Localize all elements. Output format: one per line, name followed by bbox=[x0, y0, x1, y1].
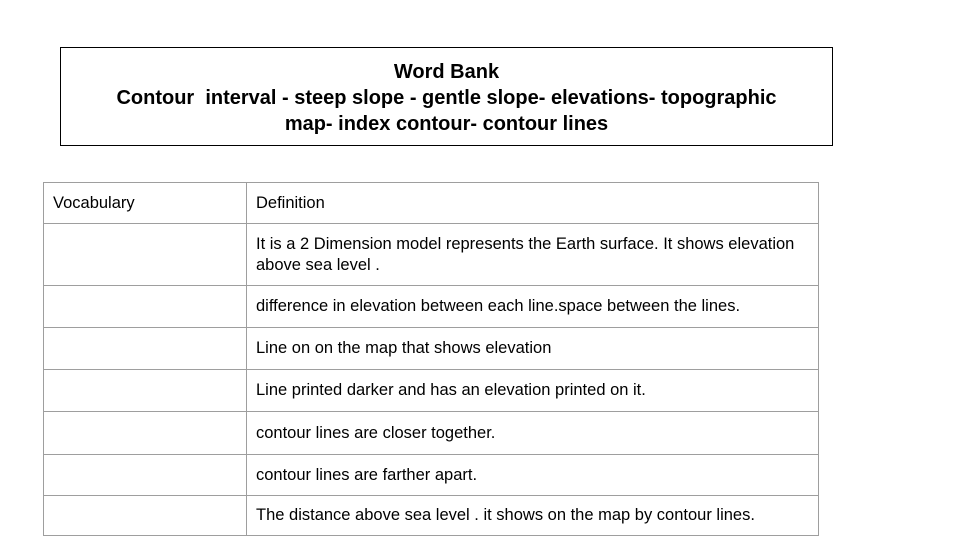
vocabulary-table bbox=[43, 182, 819, 536]
definition-cell: Line printed darker and has an elevation printed on it. bbox=[247, 370, 819, 412]
table-row bbox=[44, 370, 819, 412]
definition-cell: It is a 2 Dimension model represents the Earth surface. It shows elevation above sea level . bbox=[247, 224, 819, 286]
definition-cell: contour lines are closer together. bbox=[247, 412, 819, 455]
table-row bbox=[44, 286, 819, 328]
vocabulary-cell[interactable] bbox=[44, 328, 247, 370]
word-bank-box bbox=[60, 47, 833, 146]
word-bank-line-2: map- index contour- contour lines bbox=[284, 113, 609, 135]
definition-cell: difference in elevation between each line.space between the lines. bbox=[247, 286, 819, 328]
word-bank-title: Word Bank bbox=[393, 61, 500, 83]
vocabulary-cell[interactable] bbox=[44, 455, 247, 496]
header-vocabulary: Vocabulary bbox=[44, 183, 247, 224]
vocabulary-cell[interactable] bbox=[44, 224, 247, 286]
header-definition: Definition bbox=[247, 183, 819, 224]
table-row bbox=[44, 224, 819, 286]
vocabulary-cell[interactable] bbox=[44, 370, 247, 412]
table-row bbox=[44, 412, 819, 455]
table-header-row bbox=[44, 183, 819, 224]
definition-cell: contour lines are farther apart. bbox=[247, 455, 819, 496]
table-row bbox=[44, 455, 819, 496]
word-bank-line-1: Contour interval - steep slope - gentle slope- elevations- topographic bbox=[116, 87, 777, 109]
definition-cell: The distance above sea level . it shows on the map by contour lines. bbox=[247, 496, 819, 536]
table-row bbox=[44, 328, 819, 370]
table-row bbox=[44, 496, 819, 536]
vocabulary-cell[interactable] bbox=[44, 496, 247, 536]
vocabulary-cell[interactable] bbox=[44, 412, 247, 455]
definition-cell: Line on on the map that shows elevation bbox=[247, 328, 819, 370]
vocabulary-cell[interactable] bbox=[44, 286, 247, 328]
